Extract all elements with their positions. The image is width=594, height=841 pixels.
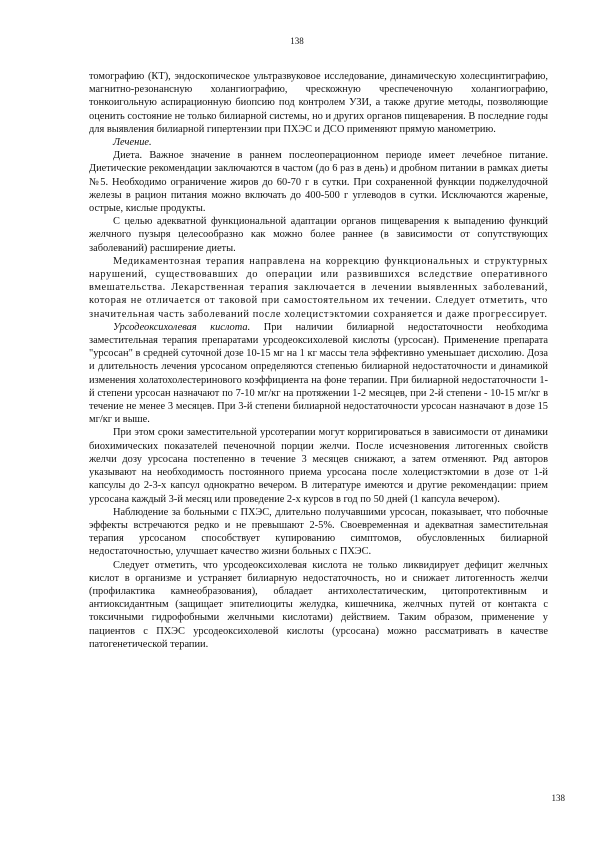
page-number-bottom: 138: [551, 793, 565, 803]
paragraph-ursodeoxycholic-acid: [89, 321, 548, 427]
paragraph-drug-therapy: Медикаментозная терапия направлена на коррекцию функциональных и структурных нарушений, существовавших до операции или развившихся вследствие оперативного вмешательства. Лекарственная терапия заключается в лечении выявленных заболеваний, которая не отличается от таковой при самостоятельном их течении. Следует отметить, что значительная часть заболеваний после холецистэктомии сохраняется и даже прогрессирует.: [89, 255, 548, 320]
paragraph-diet-expansion: С целью адекватной функциональной адаптации органов пищеварения к выпадению функций желчного пузыря целесообразно как можно более раннее (в зависимости от сопутствующих заболеваний) расширение диеты.: [89, 216, 548, 254]
paragraph-therapy-duration: При этом сроки заместительной урсотерапии могут корригироваться в зависимости от динамики биохимических показателей печеночной порции желчи. После исчезновения литогенных свойств желчи дозу урсосана постепенно в течение 3 месяцев снижают, а затем отменяют. Ряд авторов указывают на необходимость постоянного приема урсосана после холецистэктомии в дозе от 1-й капсулы до 2-3-х капсул однократно вечером. В литературе имеются и другие рекомендации: прием урсосана каждый 3-й месяц или проведение 2-х курсов в год по 50 дней (1 капсула вечером).: [89, 427, 548, 505]
section-heading-treatment: Лечение.: [113, 137, 152, 149]
ursodeoxycholic-acid-heading: Урсодеоксихолевая кислота.: [113, 321, 251, 333]
paragraph-conclusion: Следует отметить, что урсодеоксихолевая кислота не только ликвидирует дефицит желчных кислот в организме и устраняет билиарную недостаточность, но и снижает литогенность желчи (профилактика камнеобразования), обладает антихолестатическим, цитопротективным и антиоксидантным (защищает эпителиоциты желудка, кишечника, желчных путей от контакта с токсичными гидрофобными желчными кислотами) действием. Таким образом, применение у пациентов с ПХЭС урсодеоксихолевой кислоты (урсосана) можно рассматривать в качестве патогенетической терапии.: [89, 559, 548, 650]
page-body: [89, 70, 548, 651]
ursodeoxycholic-acid-text: При наличии билиарной недостаточности необходима заместительная терапия препаратами урсодеоксихолевой кислоты (урсосан). Применение препарата "урсосан" в средней суточной дозе 10-15 мг на 1 кг массы тела эффективно уменьшает дисхолию. Доза и длительность лечения урсосаном определяются степенью билиарной недостаточности и динамикой изменения холатохолестеринового коэффициента на фоне терапии. При билиарной недостаточности 1-й степени урсосан назначают по 7-10 мг/кг на протяжении 1-2 месяцев, при 2-й степени - 10-15 мг/кг в течение не менее 3 месяцев. При 3-й степени билиарной недостаточности урсосан назначают в дозе 15 мг/кг и выше.: [89, 321, 548, 426]
page-number-top: 138: [290, 36, 304, 46]
paragraph-side-effects: Наблюдение за больными с ПХЭС, длительно получавшими урсосан, показывает, что побочные эффекты встречаются редко и не превышают 2-5%. Своевременная и адекватная заместительная терапия урсосаном способствует купированию симптомов, обусловленных билиарной недостаточностью, улучшает качество жизни больных с ПХЭС.: [89, 506, 548, 558]
paragraph-diagnostics-continued: томографию (КТ), эндоскопическое ультразвуковое исследование, динамическую холесцинтиграфию, магнитно-резонансную холангиографию, чрескожную чреспеченочную холангиографию, тонкоигольную аспирационную биопсию под контролем УЗИ, а также другие методы, позволяющие оценить состояние не только билиарной системы, но и других органов пищеварения. В последние годы для выявления билиарной гипертензии при ПХЭС и ДСО применяют прямую манометрию.: [89, 71, 548, 135]
paragraph-diet: Диета. Важное значение в раннем послеоперационном периоде имеет лечебное питание. Диетические рекомендации заключаются в частом (до 6 раз в день) и дробном питании в рамках диеты №5. Необходимо ограничение жиров до 60-70 г в сутки. При сохраненной функции поджелудочной железы в рацион питания можно включать до 400-500 г углеводов в сутки. Исключаются жареные, острые, кислые продукты.: [89, 150, 548, 215]
